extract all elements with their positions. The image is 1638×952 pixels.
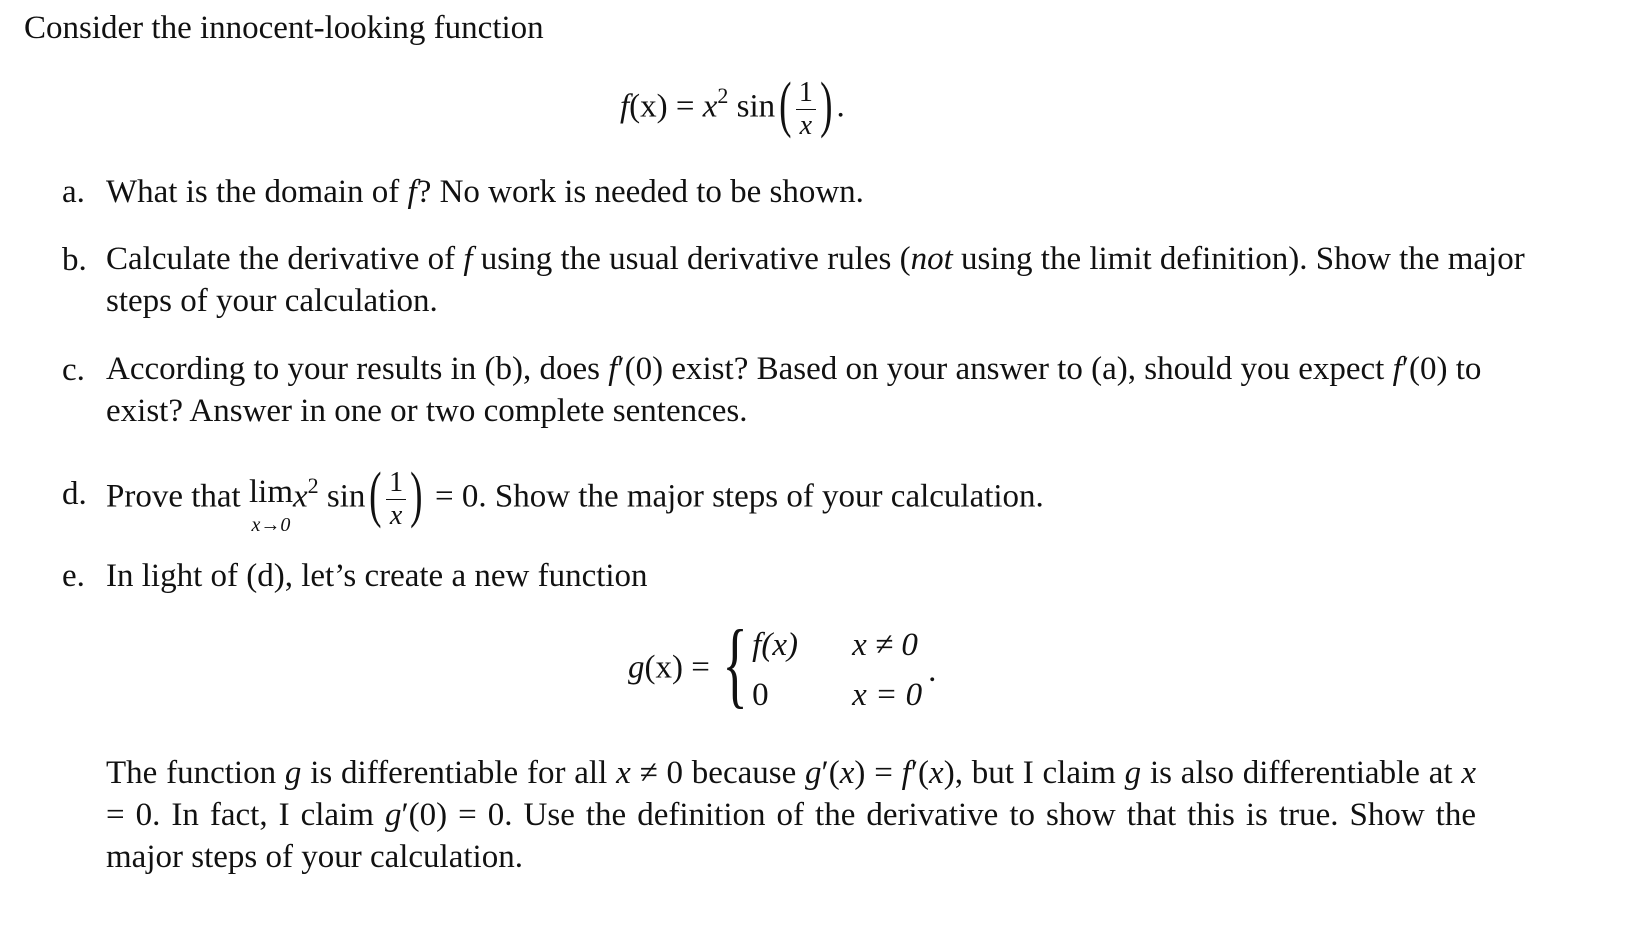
left-paren: ( xyxy=(779,71,792,139)
item-body: Calculate the derivative of f using the usual derivative rules (not using the limit definition). Show the major steps of your calculation. xyxy=(106,241,1525,319)
item-letter: e. xyxy=(62,558,85,594)
item-body: According to your results in (b), does f′(0) exist? Based on your answer to (a), should you expect f′(0) to exist? Answer in one or two complete sentences. xyxy=(106,351,1482,429)
item-body: In light of (d), let’s create a new function xyxy=(106,558,648,594)
case-row xyxy=(752,653,937,720)
right-paren: ) xyxy=(410,461,423,529)
item-body: What is the domain of f? No work is needed to be shown. xyxy=(106,174,864,210)
g-symbol: g xyxy=(628,649,645,686)
fraction-denominator: x xyxy=(799,109,813,141)
limit-operator: lim x→0 xyxy=(248,473,293,536)
period: . xyxy=(836,88,845,125)
fraction-one-over-x: $\frac{1}{x}$ xyxy=(386,469,406,530)
left-brace: { xyxy=(722,610,748,717)
item-c xyxy=(62,348,1542,432)
right-paren: ) xyxy=(819,71,833,139)
function-f-definition xyxy=(620,71,845,141)
intro-text: Consider the innocent-looking function xyxy=(24,10,544,46)
case-value: 0 xyxy=(752,677,769,713)
function-g-definition xyxy=(628,610,937,720)
f-argument: (x) = xyxy=(629,88,703,125)
exponent: 2 xyxy=(717,82,729,108)
fraction-numerator: 1 xyxy=(796,79,816,110)
case-row xyxy=(752,620,936,670)
item-letter: a. xyxy=(62,174,85,210)
final-paragraph: The function g is differentiable for all x ≠ 0 because g′(x) = f′(x), but I claim g is also differentiable at x = 0. In fact, I claim g′(0) = 0. Use the definition of the derivative to show that this is true. Show the major steps of your calculation. xyxy=(106,755,1476,875)
x-symbol: x xyxy=(702,88,718,125)
item-b xyxy=(62,238,1542,322)
item-a xyxy=(62,170,1542,214)
case-value: f(x) xyxy=(752,627,798,663)
item-letter: d. xyxy=(62,476,87,512)
f-symbol: f xyxy=(620,88,630,125)
left-paren: ( xyxy=(369,461,382,529)
case-condition: x = 0 xyxy=(852,677,923,713)
g-argument: (x) = xyxy=(644,649,719,686)
item-body: Prove that lim x→0 $x^2$ sin( $\frac{1}{x}$ ) = 0. Show the major steps of your calculation. xyxy=(106,461,1044,536)
piecewise-cases xyxy=(752,620,936,720)
item-e xyxy=(62,554,1542,598)
case-condition: x ≠ 0 xyxy=(852,627,918,663)
item-letter: b. xyxy=(62,242,87,278)
period: . xyxy=(928,653,937,689)
item-letter: c. xyxy=(62,352,85,388)
fraction-one-over-x xyxy=(796,76,816,141)
sin-label: sin xyxy=(728,88,776,125)
item-d xyxy=(62,461,1542,536)
